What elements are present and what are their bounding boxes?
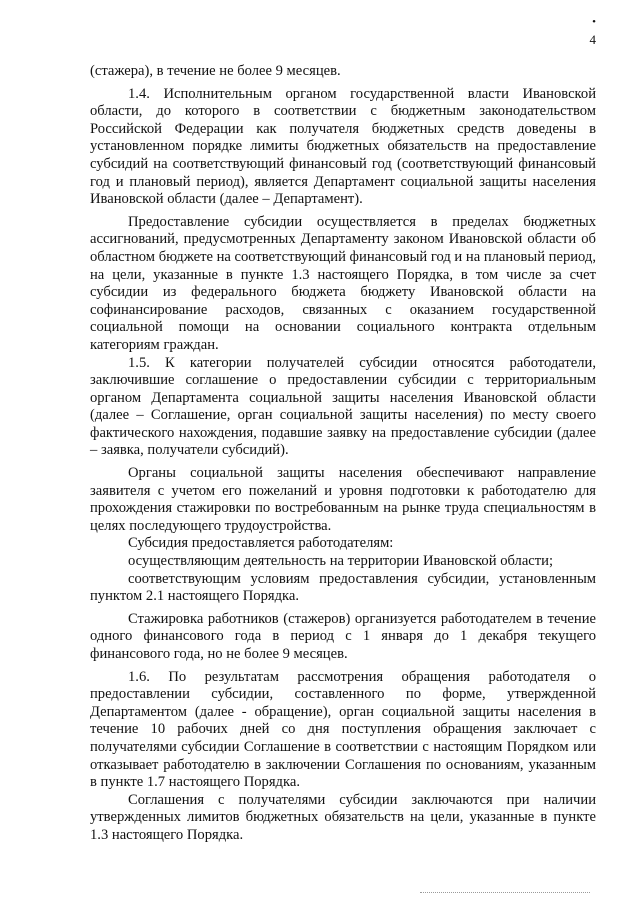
paragraph-subsidy-employers: Субсидия предоставляется работодателям: bbox=[128, 535, 394, 552]
paragraph-1-6: 1.6. По результатам рассмотрения обращения работодателя о предоставлении субсидии, составленного по форме, утвержденной Департаментом (далее - обращение), орган социальной защиты населения в течение 10 рабочих дней со дня поступления обращения заключает с получателями субсидии Соглашение в соответствии с настоящим Порядком или отказывает работодателю в заключении Соглашения по основаниям, указанным в пункте 1.7 настоящего Порядка. bbox=[90, 668, 596, 791]
paragraph-agreements-limits: Соглашения с получателями субсидии заключаются при наличии утвержденных лимитов бюджетных обязательств на цели, указанные в пункте 1.3 настоящего Порядка. bbox=[90, 791, 596, 843]
paragraph-1-4: 1.4. Исполнительным органом государственной власти Ивановской области, до которого в соответствии с бюджетным законодательством Российской Федерации как получателя бюджетных средств доведены в установленном порядке лимиты бюджетных обязательств на предоставление субсидий на соответствующий финансовый год (соответствующий финансовый год и плановый период), является Департамент социальной защиты населения Ивановской области (далее – Департамент). bbox=[90, 85, 596, 208]
paragraph-social-protection: Органы социальной защиты населения обеспечивают направление заявителя с учетом его пожеланий и уровня подготовки к работодателю для прохождения стажировки по востребованным на рынке труда специальностям в целях последующего трудоустройства. bbox=[90, 465, 596, 534]
paragraph-continuation: (стажера), в течение не более 9 месяцев. bbox=[90, 63, 341, 79]
paragraph-condition-requirements: соответствующим условиям предоставления субсидии, установленным пунктом 2.1 настоящего Порядка. bbox=[90, 570, 596, 605]
paragraph-1-5: 1.5. К категории получателей субсидии относятся работодатели, заключившие соглашение о предоставлении субсидии с территориальным органом Департамента социальной защиты населения Ивановской области (далее – Соглашение, орган социальной защиты населения) по месту своего фактического нахождения, подавшие заявку на предоставление субсидии (далее – заявка, получатели субсидий). bbox=[90, 354, 596, 459]
document-body bbox=[90, 63, 596, 845]
corner-mark: • bbox=[592, 16, 596, 28]
page-number: 4 bbox=[589, 32, 596, 47]
paragraph-internship-period: Стажировка работников (стажеров) организуется работодателем в течение одного финансового года в период с 1 января до 1 декабря текущего финансового года, но не более 9 месяцев. bbox=[90, 610, 596, 662]
paragraph-subsidy-provision: Предоставление субсидии осуществляется в пределах бюджетных ассигнований, предусмотренных Департаменту законом Ивановской области об областном бюджете на соответствующий финансовый год и на плановый период, на цели, указанные в пункте 1.3 настоящего Порядка, в том числе за счет субсидии из федерального бюджета бюджету Ивановской области на софинансирование расходов, связанных с оказанием государственной социальной помощи на основании социального контракта отдельным категориям граждан. bbox=[90, 213, 596, 353]
scan-artifact-line bbox=[420, 892, 590, 893]
paragraph-condition-territory: осуществляющим деятельность на территории Ивановской области; bbox=[128, 553, 554, 570]
